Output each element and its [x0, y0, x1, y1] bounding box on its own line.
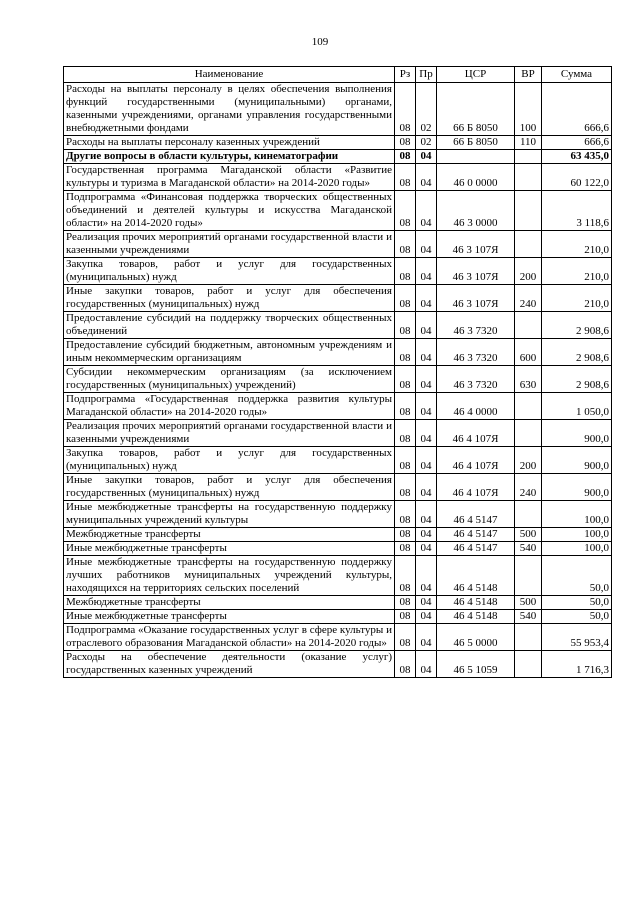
cell-rz: 08: [395, 474, 416, 501]
table-row: [64, 596, 612, 610]
cell-name: Межбюджетные трансферты: [64, 528, 395, 542]
table-row: [64, 420, 612, 447]
cell-rz: 08: [395, 83, 416, 136]
cell-csr: 46 4 5147: [437, 501, 515, 528]
cell-name: Закупка товаров, работ и услуг для государственных (муниципальных) нужд: [64, 447, 395, 474]
cell-vr: [515, 393, 542, 420]
table-row: [64, 285, 612, 312]
cell-vr: 100: [515, 83, 542, 136]
table-row: [64, 312, 612, 339]
cell-rz: 08: [395, 447, 416, 474]
header-name: Наименование: [64, 67, 395, 83]
cell-pr: 04: [416, 366, 437, 393]
cell-rz: 08: [395, 420, 416, 447]
header-vr: ВР: [515, 67, 542, 83]
cell-pr: 04: [416, 556, 437, 596]
cell-name: Подпрограмма «Оказание государственных услуг в сфере культуры и отраслевого образования Магаданской области» на 2014-2020 годы»: [64, 624, 395, 651]
cell-vr: [515, 191, 542, 231]
cell-rz: 08: [395, 596, 416, 610]
cell-name: Подпрограмма «Финансовая поддержка творческих общественных объединений и деятелей культуры и искусства Магаданской области» на 2014-2020 годы»: [64, 191, 395, 231]
cell-vr: [515, 651, 542, 678]
cell-rz: 08: [395, 624, 416, 651]
cell-csr: 66 Б 8050: [437, 83, 515, 136]
cell-vr: [515, 624, 542, 651]
table-row: [64, 164, 612, 191]
cell-vr: [515, 556, 542, 596]
table-row: [64, 610, 612, 624]
cell-name: Иные закупки товаров, работ и услуг для обеспечения государственных (муниципальных) нужд: [64, 474, 395, 501]
table-row: [64, 258, 612, 285]
cell-vr: 540: [515, 610, 542, 624]
header-pr: Пр: [416, 67, 437, 83]
cell-rz: 08: [395, 164, 416, 191]
cell-vr: 240: [515, 474, 542, 501]
table-row: [64, 150, 612, 164]
cell-name: Предоставление субсидий на поддержку творческих общественных объединений: [64, 312, 395, 339]
cell-csr: 46 5 0000: [437, 624, 515, 651]
table-row: [64, 83, 612, 136]
cell-csr: 46 3 7320: [437, 312, 515, 339]
table-row: [64, 501, 612, 528]
budget-table: [63, 66, 612, 678]
cell-name: Иные межбюджетные трансферты: [64, 542, 395, 556]
cell-sum: 2 908,6: [542, 312, 612, 339]
cell-rz: 08: [395, 651, 416, 678]
cell-vr: 110: [515, 136, 542, 150]
cell-pr: 04: [416, 285, 437, 312]
cell-csr: 46 4 5148: [437, 556, 515, 596]
cell-sum: 50,0: [542, 596, 612, 610]
cell-csr: 46 3 0000: [437, 191, 515, 231]
cell-rz: 08: [395, 231, 416, 258]
cell-rz: 08: [395, 501, 416, 528]
table-row: [64, 191, 612, 231]
cell-sum: 100,0: [542, 528, 612, 542]
cell-csr: 46 3 7320: [437, 366, 515, 393]
cell-vr: 200: [515, 447, 542, 474]
cell-sum: 900,0: [542, 447, 612, 474]
table-header-row: [64, 67, 612, 83]
table-row: [64, 474, 612, 501]
cell-vr: 240: [515, 285, 542, 312]
cell-pr: 04: [416, 312, 437, 339]
cell-pr: 04: [416, 624, 437, 651]
table-row: [64, 136, 612, 150]
cell-pr: 04: [416, 164, 437, 191]
cell-sum: 1 716,3: [542, 651, 612, 678]
table-row: [64, 366, 612, 393]
cell-rz: 08: [395, 366, 416, 393]
cell-vr: 540: [515, 542, 542, 556]
cell-csr: [437, 150, 515, 164]
table-row: [64, 447, 612, 474]
cell-name: Расходы на выплаты персоналу в целях обеспечения выполнения функций государственными (муниципальными) органами, казенными учреждениями, органами управления государственными внебюджетными фондами: [64, 83, 395, 136]
cell-rz: 08: [395, 528, 416, 542]
cell-sum: 2 908,6: [542, 366, 612, 393]
cell-rz: 08: [395, 610, 416, 624]
cell-sum: 55 953,4: [542, 624, 612, 651]
table-body: [64, 83, 612, 678]
cell-rz: 08: [395, 191, 416, 231]
header-sum: Сумма: [542, 67, 612, 83]
cell-pr: 04: [416, 501, 437, 528]
page-number: 109: [311, 36, 329, 48]
cell-name: Реализация прочих мероприятий органами государственной власти и казенными учреждениями: [64, 231, 395, 258]
cell-csr: 46 3 107Я: [437, 231, 515, 258]
cell-name: Государственная программа Магаданской области «Развитие культуры и туризма в Магаданской области» на 2014-2020 годы»: [64, 164, 395, 191]
cell-name: Другие вопросы в области культуры, кинематографии: [64, 150, 395, 164]
cell-sum: 50,0: [542, 556, 612, 596]
cell-vr: [515, 501, 542, 528]
cell-pr: 04: [416, 258, 437, 285]
cell-name: Закупка товаров, работ и услуг для государственных (муниципальных) нужд: [64, 258, 395, 285]
cell-rz: 08: [395, 136, 416, 150]
cell-pr: 04: [416, 420, 437, 447]
cell-vr: [515, 150, 542, 164]
cell-rz: 08: [395, 150, 416, 164]
cell-pr: 02: [416, 136, 437, 150]
cell-name: Предоставление субсидий бюджетным, автономным учреждениям и иным некоммерческим организациям: [64, 339, 395, 366]
cell-csr: 66 Б 8050: [437, 136, 515, 150]
table-row: [64, 556, 612, 596]
cell-sum: 666,6: [542, 83, 612, 136]
cell-sum: 1 050,0: [542, 393, 612, 420]
cell-name: Субсидии некоммерческим организациям (за исключением государственных (муниципальных) учреждений): [64, 366, 395, 393]
table-row: [64, 231, 612, 258]
cell-csr: 46 4 5147: [437, 528, 515, 542]
table-row: [64, 528, 612, 542]
cell-pr: 04: [416, 231, 437, 258]
cell-pr: 04: [416, 447, 437, 474]
cell-vr: 630: [515, 366, 542, 393]
table-row: [64, 393, 612, 420]
cell-vr: [515, 312, 542, 339]
cell-csr: 46 4 107Я: [437, 447, 515, 474]
cell-pr: 04: [416, 339, 437, 366]
cell-sum: 900,0: [542, 474, 612, 501]
cell-sum: 3 118,6: [542, 191, 612, 231]
cell-csr: 46 4 5148: [437, 596, 515, 610]
cell-sum: 900,0: [542, 420, 612, 447]
cell-csr: 46 3 7320: [437, 339, 515, 366]
cell-vr: 500: [515, 596, 542, 610]
cell-name: Иные закупки товаров, работ и услуг для обеспечения государственных (муниципальных) нужд: [64, 285, 395, 312]
table-row: [64, 542, 612, 556]
cell-csr: 46 4 107Я: [437, 420, 515, 447]
cell-vr: 200: [515, 258, 542, 285]
table-row: [64, 339, 612, 366]
cell-sum: 60 122,0: [542, 164, 612, 191]
table-row: [64, 651, 612, 678]
cell-sum: 2 908,6: [542, 339, 612, 366]
cell-pr: 04: [416, 596, 437, 610]
cell-csr: 46 4 5148: [437, 610, 515, 624]
cell-rz: 08: [395, 556, 416, 596]
cell-rz: 08: [395, 258, 416, 285]
cell-name: Иные межбюджетные трансферты на государственную поддержку муниципальных учреждений культуры: [64, 501, 395, 528]
cell-pr: 04: [416, 528, 437, 542]
cell-name: Иные межбюджетные трансферты: [64, 610, 395, 624]
cell-pr: 04: [416, 610, 437, 624]
cell-name: Реализация прочих мероприятий органами государственной власти и казенными учреждениями: [64, 420, 395, 447]
cell-csr: 46 3 107Я: [437, 258, 515, 285]
cell-vr: 500: [515, 528, 542, 542]
cell-csr: 46 3 107Я: [437, 285, 515, 312]
cell-pr: 04: [416, 542, 437, 556]
cell-sum: 50,0: [542, 610, 612, 624]
cell-rz: 08: [395, 393, 416, 420]
cell-csr: 46 5 1059: [437, 651, 515, 678]
cell-name: Расходы на обеспечение деятельности (оказание услуг) государственных казенных учреждений: [64, 651, 395, 678]
cell-rz: 08: [395, 285, 416, 312]
cell-pr: 04: [416, 474, 437, 501]
cell-pr: 02: [416, 83, 437, 136]
cell-sum: 210,0: [542, 231, 612, 258]
cell-csr: 46 0 0000: [437, 164, 515, 191]
cell-name: Иные межбюджетные трансферты на государственную поддержку лучших работников муниципальных учреждений культуры, находящихся на территориях сельских поселений: [64, 556, 395, 596]
cell-sum: 100,0: [542, 501, 612, 528]
cell-rz: 08: [395, 542, 416, 556]
cell-csr: 46 4 5147: [437, 542, 515, 556]
cell-pr: 04: [416, 651, 437, 678]
cell-sum: 100,0: [542, 542, 612, 556]
cell-vr: [515, 164, 542, 191]
cell-sum: 63 435,0: [542, 150, 612, 164]
cell-sum: 210,0: [542, 285, 612, 312]
table-row: [64, 624, 612, 651]
cell-rz: 08: [395, 312, 416, 339]
cell-name: Расходы на выплаты персоналу казенных учреждений: [64, 136, 395, 150]
cell-pr: 04: [416, 191, 437, 231]
cell-pr: 04: [416, 150, 437, 164]
cell-csr: 46 4 107Я: [437, 474, 515, 501]
cell-vr: [515, 231, 542, 258]
cell-pr: 04: [416, 393, 437, 420]
cell-vr: [515, 420, 542, 447]
cell-csr: 46 4 0000: [437, 393, 515, 420]
cell-name: Межбюджетные трансферты: [64, 596, 395, 610]
header-csr: ЦСР: [437, 67, 515, 83]
cell-sum: 666,6: [542, 136, 612, 150]
cell-sum: 210,0: [542, 258, 612, 285]
cell-vr: 600: [515, 339, 542, 366]
header-rz: Рз: [395, 67, 416, 83]
cell-name: Подпрограмма «Государственная поддержка развития культуры Магаданской области» на 2014-2020 годы»: [64, 393, 395, 420]
cell-rz: 08: [395, 339, 416, 366]
